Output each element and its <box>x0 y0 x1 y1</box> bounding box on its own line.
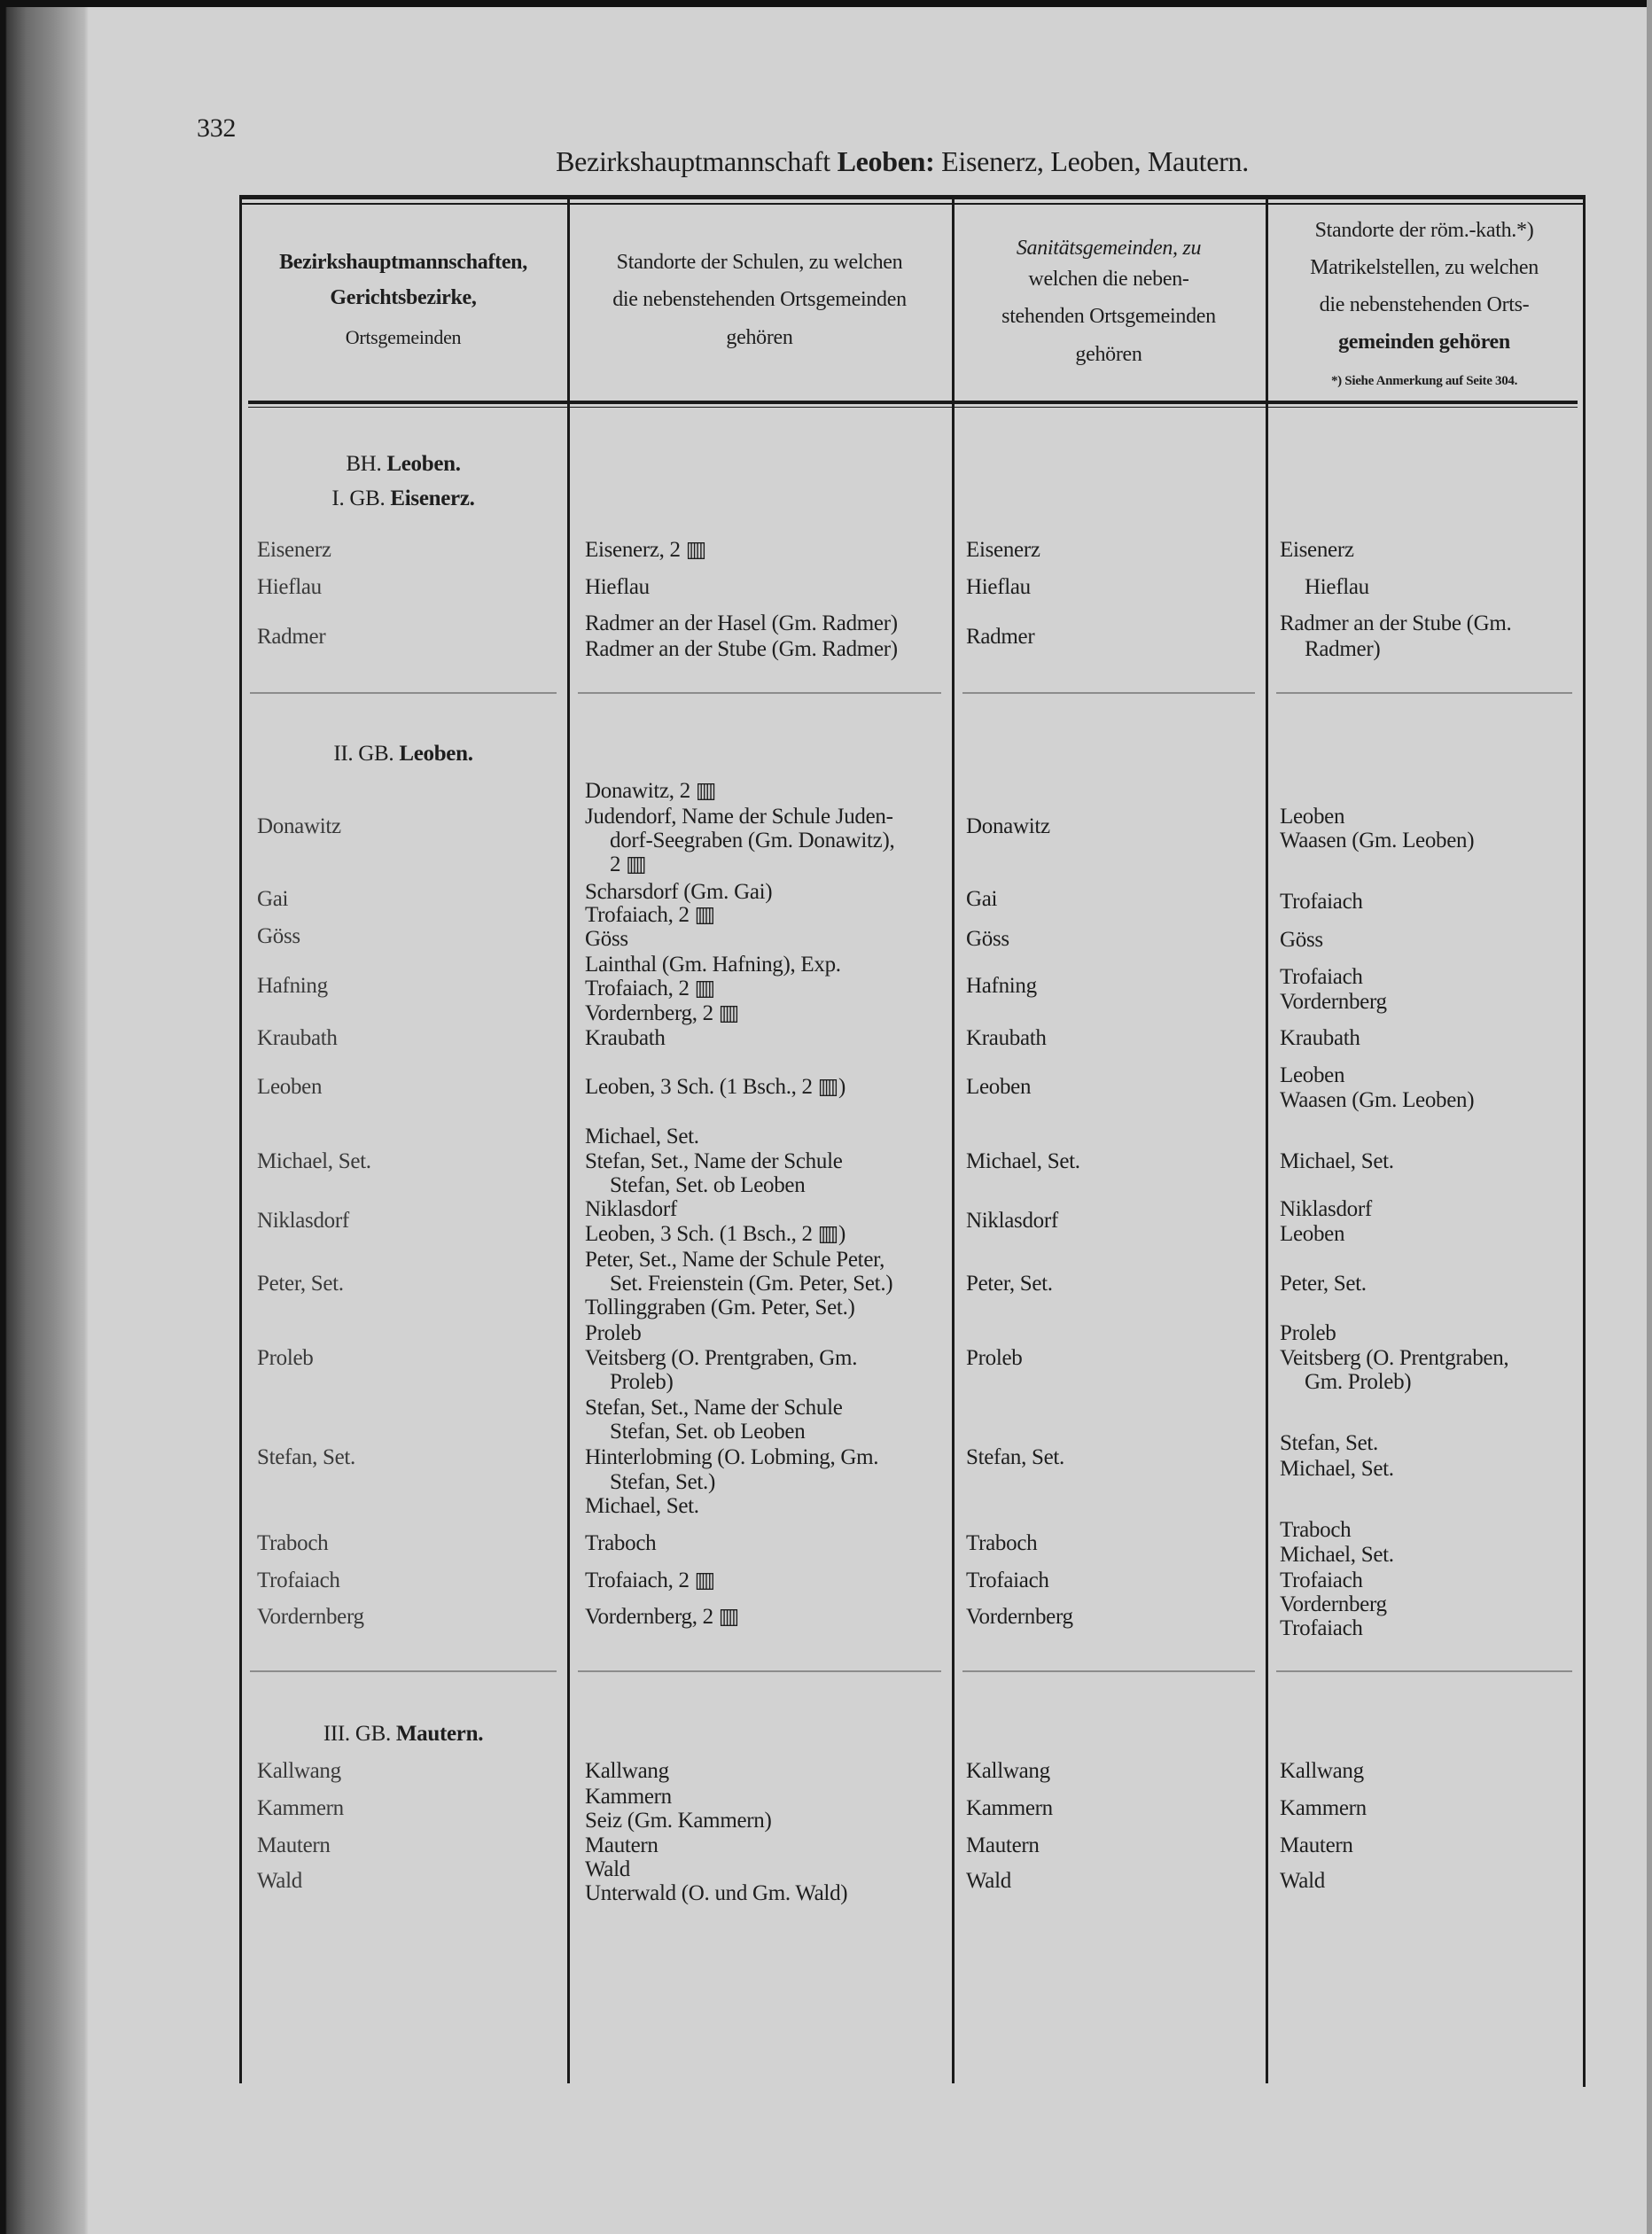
parish-register: Göss <box>1280 928 1323 953</box>
section-separator <box>1276 1670 1572 1672</box>
health-district: Peter, Set. <box>966 1272 1053 1296</box>
health-district: Stefan, Set. <box>966 1445 1064 1470</box>
health-district: Proleb <box>966 1345 1023 1370</box>
parish-register: Leoben <box>1280 1221 1345 1246</box>
parish-register: Vordernberg <box>1280 989 1387 1014</box>
parish-register: Proleb <box>1280 1321 1336 1346</box>
school-location: Set. Freienstein (Gm. Peter, Set.) <box>610 1272 893 1296</box>
health-district: Gai <box>966 886 998 911</box>
header-bottom-rule-inner <box>248 407 1578 408</box>
parish-register: Leoben <box>1280 1063 1345 1088</box>
school-location: 2 ▥ <box>610 852 647 877</box>
school-location: Traboch <box>585 1530 657 1555</box>
health-district: Kraubath <box>966 1026 1047 1051</box>
school-location: Leoben, 3 Sch. (1 Bsch., 2 ▥) <box>585 1221 846 1246</box>
school-location: Radmer an der Stube (Gm. Radmer) <box>585 637 898 662</box>
school-location: Trofaiach, 2 ▥ <box>585 902 715 927</box>
parish-register: Eisenerz <box>1280 537 1354 562</box>
parish-register: Michael, Set. <box>1280 1148 1394 1173</box>
parish-register: Niklasdorf <box>1280 1197 1372 1222</box>
section-separator <box>962 1670 1255 1672</box>
municipality-name: Kammern <box>257 1795 344 1820</box>
school-location: Donawitz, 2 ▥ <box>585 778 717 803</box>
parish-register: Trofaiach <box>1280 1568 1363 1592</box>
school-location: Hinterlobming (O. Lobming, Gm. <box>585 1445 879 1470</box>
school-location: Vordernberg, 2 ▥ <box>585 1000 740 1025</box>
school-location: Göss <box>585 926 628 951</box>
heading-prefix: I. GB. <box>331 486 386 510</box>
school-location: Kammern <box>585 1785 672 1810</box>
section-separator <box>250 692 557 694</box>
parish-register: Stefan, Set. <box>1280 1431 1378 1456</box>
school-location: Seiz (Gm. Kammern) <box>585 1809 772 1833</box>
school-location: Michael, Set. <box>585 1493 699 1518</box>
health-district: Trofaiach <box>966 1568 1049 1592</box>
parish-register: Trofaiach <box>1280 965 1363 990</box>
section-separator <box>250 1670 557 1672</box>
heading-prefix: III. GB. <box>323 1722 391 1747</box>
school-location: Trofaiach, 2 ▥ <box>585 1568 715 1592</box>
municipality-name: Göss <box>257 923 300 948</box>
school-location: Hieflau <box>585 574 650 599</box>
municipality-name: Trofaiach <box>257 1568 340 1592</box>
parish-register: Mautern <box>1280 1833 1353 1857</box>
school-location: Veitsberg (O. Prentgraben, Gm. <box>585 1345 858 1370</box>
school-location: Judendorf, Name der Schule Juden- <box>585 804 893 829</box>
municipality-name: Hieflau <box>257 574 322 599</box>
health-district: Niklasdorf <box>966 1209 1058 1234</box>
parish-register: Hieflau <box>1305 574 1369 599</box>
column-header-line: die nebenstehenden Orts- <box>1319 293 1530 316</box>
health-district: Hafning <box>966 973 1037 998</box>
title-bold: Leoben: <box>837 145 935 177</box>
column-header-line: gehören <box>726 326 793 349</box>
parish-register: Gm. Proleb) <box>1305 1370 1412 1395</box>
municipality-name: Proleb <box>257 1345 314 1370</box>
parish-register: Radmer) <box>1305 637 1381 662</box>
school-location: Peter, Set., Name der Schule Peter, <box>585 1247 885 1272</box>
health-district: Radmer <box>966 624 1035 649</box>
health-district: Michael, Set. <box>966 1148 1080 1173</box>
column-header-line: Bezirkshauptmannschaften, <box>279 251 527 274</box>
municipality-name: Eisenerz <box>257 537 331 562</box>
school-location: Tollinggraben (Gm. Peter, Set.) <box>585 1296 855 1320</box>
parish-register: Trofaiach <box>1280 1616 1363 1641</box>
parish-register: Traboch <box>1280 1518 1352 1543</box>
section-separator <box>962 692 1255 694</box>
parish-register: Radmer an der Stube (Gm. <box>1280 611 1512 636</box>
municipality-name: Hafning <box>257 973 328 998</box>
school-location: Unterwald (O. und Gm. Wald) <box>585 1881 848 1906</box>
scan-top-edge <box>0 0 1652 7</box>
school-location: Stefan, Set. ob Leoben <box>610 1420 806 1444</box>
school-location: Scharsdorf (Gm. Gai) <box>585 879 773 904</box>
school-location: Kallwang <box>585 1759 669 1784</box>
school-location: Michael, Set. <box>585 1125 699 1149</box>
school-location: dorf-Seegraben (Gm. Donawitz), <box>610 828 895 852</box>
municipality-name: Kraubath <box>257 1026 338 1051</box>
heading-prefix: II. GB. <box>333 741 394 766</box>
school-location: Proleb <box>585 1321 642 1346</box>
municipality-name: Mautern <box>257 1833 331 1857</box>
municipality-name: Kallwang <box>257 1759 341 1784</box>
school-location: Proleb) <box>610 1370 674 1395</box>
school-location: Kraubath <box>585 1026 666 1051</box>
school-location: Eisenerz, 2 ▥ <box>585 537 707 562</box>
municipality-name: Gai <box>257 886 289 911</box>
municipality-name: Stefan, Set. <box>257 1445 355 1470</box>
column-header-line: stehenden Ortsgemeinden <box>1001 305 1216 328</box>
parish-register: Waasen (Gm. Leoben) <box>1280 1087 1475 1112</box>
health-district: Mautern <box>966 1833 1040 1857</box>
column-header-line: Sanitätsgemeinden, zu <box>1016 237 1202 260</box>
column-header-line: welchen die neben- <box>1028 268 1189 291</box>
school-location: Niklasdorf <box>585 1197 677 1222</box>
parish-register: Waasen (Gm. Leoben) <box>1280 828 1475 852</box>
column-divider <box>1583 195 1586 2087</box>
parish-register: Veitsberg (O. Prentgraben, <box>1280 1345 1509 1370</box>
health-district: Donawitz <box>966 813 1050 838</box>
heading-name: Leoben. <box>386 452 461 477</box>
header-footnote: *) Siehe Anmerkung auf Seite 304. <box>1330 374 1518 388</box>
section-separator <box>578 1670 941 1672</box>
title-rest: Eisenerz, Leoben, Mautern. <box>941 145 1249 177</box>
column-header-line: Matrikelstellen, zu welchen <box>1310 256 1539 279</box>
municipality-name: Radmer <box>257 624 326 649</box>
municipality-name: Traboch <box>257 1530 329 1555</box>
heading-name: Eisenerz. <box>390 486 475 510</box>
heading-name: Mautern. <box>395 1722 484 1747</box>
column-header-line: Gerichtsbezirke, <box>330 286 477 309</box>
health-district: Kallwang <box>966 1759 1050 1784</box>
health-district: Göss <box>966 926 1009 951</box>
school-location: Leoben, 3 Sch. (1 Bsch., 2 ▥) <box>585 1075 846 1100</box>
health-district: Vordernberg <box>966 1605 1073 1630</box>
municipality-name: Peter, Set. <box>257 1272 344 1296</box>
school-location: Trofaiach, 2 ▥ <box>585 977 715 1001</box>
section-heading <box>333 742 472 767</box>
health-district: Traboch <box>966 1530 1038 1555</box>
health-district: Hieflau <box>966 574 1031 599</box>
school-location: Vordernberg, 2 ▥ <box>585 1605 740 1630</box>
municipality-name: Wald <box>257 1868 302 1893</box>
school-location: Stefan, Set., Name der Schule <box>585 1148 843 1173</box>
column-divider <box>1266 195 1268 2083</box>
health-district: Leoben <box>966 1075 1032 1100</box>
scan-right-edge <box>1647 0 1652 2234</box>
parish-register: Vordernberg <box>1280 1592 1387 1616</box>
column-header-line: die nebenstehenden Ortsgemeinden <box>612 288 907 311</box>
parish-register: Michael, Set. <box>1280 1542 1394 1567</box>
school-location: Lainthal (Gm. Hafning), Exp. <box>585 952 841 977</box>
table-top-rule <box>239 195 1586 199</box>
parish-register: Peter, Set. <box>1280 1272 1367 1296</box>
school-location: Radmer an der Hasel (Gm. Radmer) <box>585 611 898 636</box>
municipality-name: Donawitz <box>257 813 341 838</box>
column-divider <box>567 195 570 2083</box>
section-heading <box>331 486 474 511</box>
health-district: Kammern <box>966 1795 1053 1820</box>
school-location: Stefan, Set., Name der Schule <box>585 1396 843 1420</box>
municipality-name: Michael, Set. <box>257 1148 371 1173</box>
column-header-line: gemeinden gehören <box>1338 331 1510 354</box>
column-header-line: Standorte der Schulen, zu welchen <box>616 251 903 274</box>
health-district: Wald <box>966 1868 1011 1893</box>
column-divider <box>239 195 242 2083</box>
parish-register: Wald <box>1280 1868 1325 1893</box>
page-title <box>556 145 1249 177</box>
parish-register: Trofaiach <box>1280 890 1363 915</box>
section-heading <box>323 1722 483 1747</box>
municipality-name: Vordernberg <box>257 1605 364 1630</box>
school-location: Wald <box>585 1857 630 1882</box>
parish-register: Kraubath <box>1280 1026 1360 1051</box>
school-location: Stefan, Set.) <box>610 1469 715 1494</box>
column-header-line: gehören <box>1075 343 1142 366</box>
health-district: Eisenerz <box>966 537 1040 562</box>
title-prefix: Bezirkshauptmannschaft <box>556 145 830 177</box>
section-separator <box>1276 692 1572 694</box>
column-header-line: Standorte der röm.-kath.*) <box>1314 219 1534 242</box>
parish-register: Leoben <box>1280 804 1345 829</box>
heading-prefix: BH. <box>346 452 382 477</box>
column-divider <box>952 195 955 2083</box>
parish-register: Kallwang <box>1280 1759 1364 1784</box>
school-location: Stefan, Set. ob Leoben <box>610 1173 806 1198</box>
school-location: Mautern <box>585 1833 658 1857</box>
section-separator <box>578 692 941 694</box>
parish-register: Michael, Set. <box>1280 1457 1394 1482</box>
municipality-name: Niklasdorf <box>257 1209 349 1234</box>
municipality-name: Leoben <box>257 1075 323 1100</box>
section-heading <box>346 452 460 477</box>
heading-name: Leoben. <box>399 741 473 766</box>
page-number: 332 <box>197 113 237 143</box>
header-bottom-rule <box>248 401 1578 404</box>
column-header-line: Ortsgemeinden <box>345 326 462 348</box>
table-top-rule-inner <box>239 203 1586 205</box>
parish-register: Kammern <box>1280 1795 1367 1820</box>
scan-edge-shadow <box>0 0 89 2234</box>
